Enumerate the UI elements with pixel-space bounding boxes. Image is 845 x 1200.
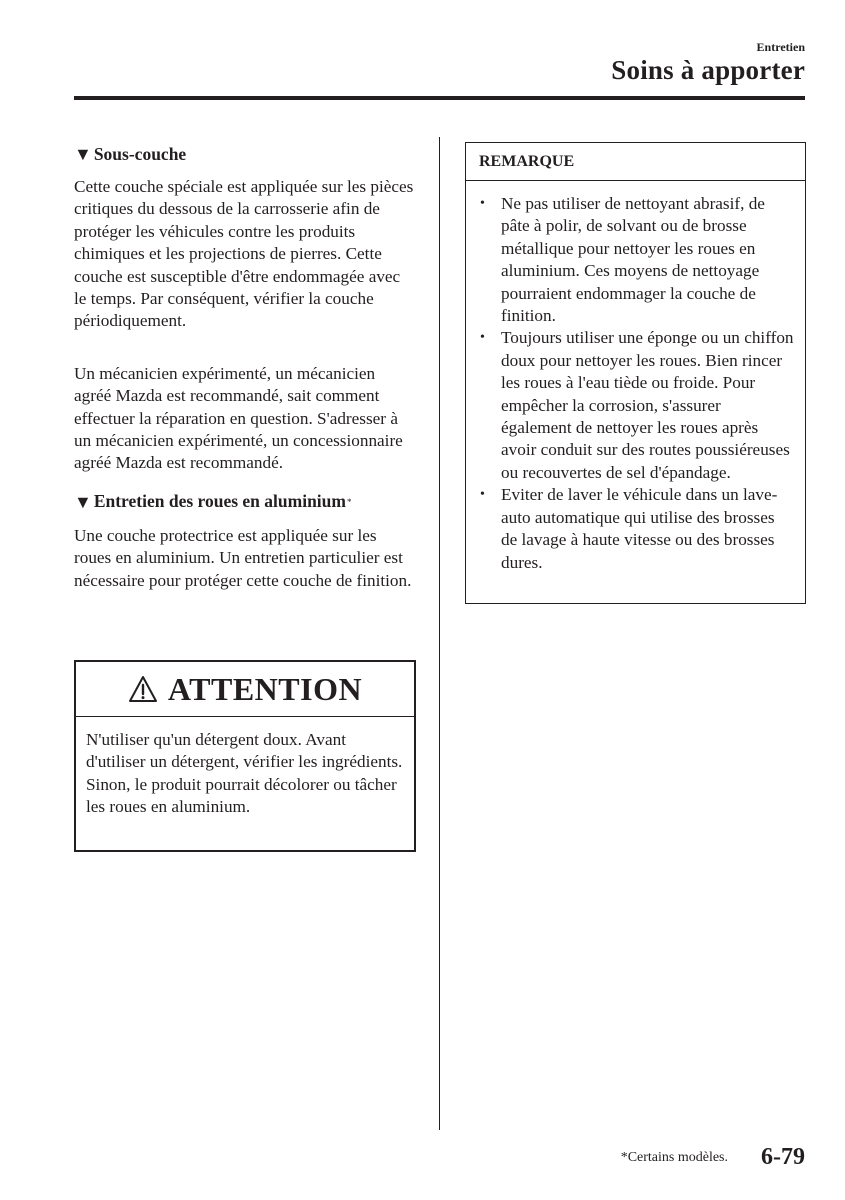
paragraph-sous-couche-1: Cette couche spéciale est appliquée sur les pièces critiques du dessous de la carrosserie afin de protéger les véhicules contre les produits chimiques et les projections de pierres. Cette couche est susceptible d'être endommagée avec le temps. Par conséquent, vérifier la couche périodiquement. [74,177,414,331]
list-item-text: Toujours utiliser une éponge ou un chiffon doux pour nettoyer les roues. Bien rincer les roues à l'eau tiède ou froide. Pour empêcher la corrosion, s'assurer également de nettoyer les roues après avoir conduit sur des routes poussiéreuses ou recouvertes de sel d'épandage. [501,328,794,482]
attention-body: N'utiliser qu'un détergent doux. Avant d'utiliser un détergent, vérifier les ingrédients. Sinon, le produit pourrait décolorer ou tâcher les roues en aluminium. [86,730,403,817]
paragraph-aluminium: Une couche protectrice est appliquée sur les roues en aluminium. Un entretien particulier est nécessaire pour protéger cette couche de finition. [74,525,412,590]
list-item [480,327,795,484]
list-item-text: Ne pas utiliser de nettoyant abrasif, de pâte à polir, de solvant ou de brosse métallique pour nettoyer les roues en aluminium. Ces moyens de nettoyage pourraient endommager la couche de finition. [501,194,765,326]
remarque-title: REMARQUE [466,143,805,181]
header-section-label: Entretien [756,40,805,54]
section-heading-aluminium [74,489,416,515]
footnote: *Certains modèles. [620,1150,728,1165]
section-heading-text: Sous-couche [93,143,187,164]
header-divider [74,96,805,100]
remarque-box [465,142,806,604]
triangle-down-icon: ▼ [74,144,92,164]
attention-title: ATTENTION [167,670,363,707]
page-number: 6-79 [761,1144,805,1170]
bullet-icon: • [480,196,485,211]
bullet-icon: • [480,330,485,346]
bullet-icon: • [480,487,485,503]
triangle-down-icon: ▼ [74,491,92,512]
attention-header [76,662,414,717]
column-divider [439,137,440,1130]
model-footnote-marker: * [346,496,352,507]
warning-triangle-icon [128,675,158,703]
section-heading-sous-couche [74,141,416,167]
list-item-text: Eviter de laver le véhicule dans un lave-auto automatique qui utilise des brosses de lavage à haute vitesse ou des brosses dures. [501,485,778,572]
left-column [74,141,416,592]
remarque-list [466,181,805,574]
attention-box [74,660,416,852]
section-heading-text: Entretien des roues en aluminium [93,491,346,512]
list-item [480,484,795,574]
paragraph-sous-couche-2: Un mécanicien expérimenté, un mécanicien agréé Mazda est recommandé, sait comment effectuer la réparation en question. S'adresser à un mécanicien expérimenté, un concessionnaire agréé Mazda est recommandé. [74,363,403,473]
page-title: Soins à apporter [611,55,805,85]
list-item [480,193,795,327]
